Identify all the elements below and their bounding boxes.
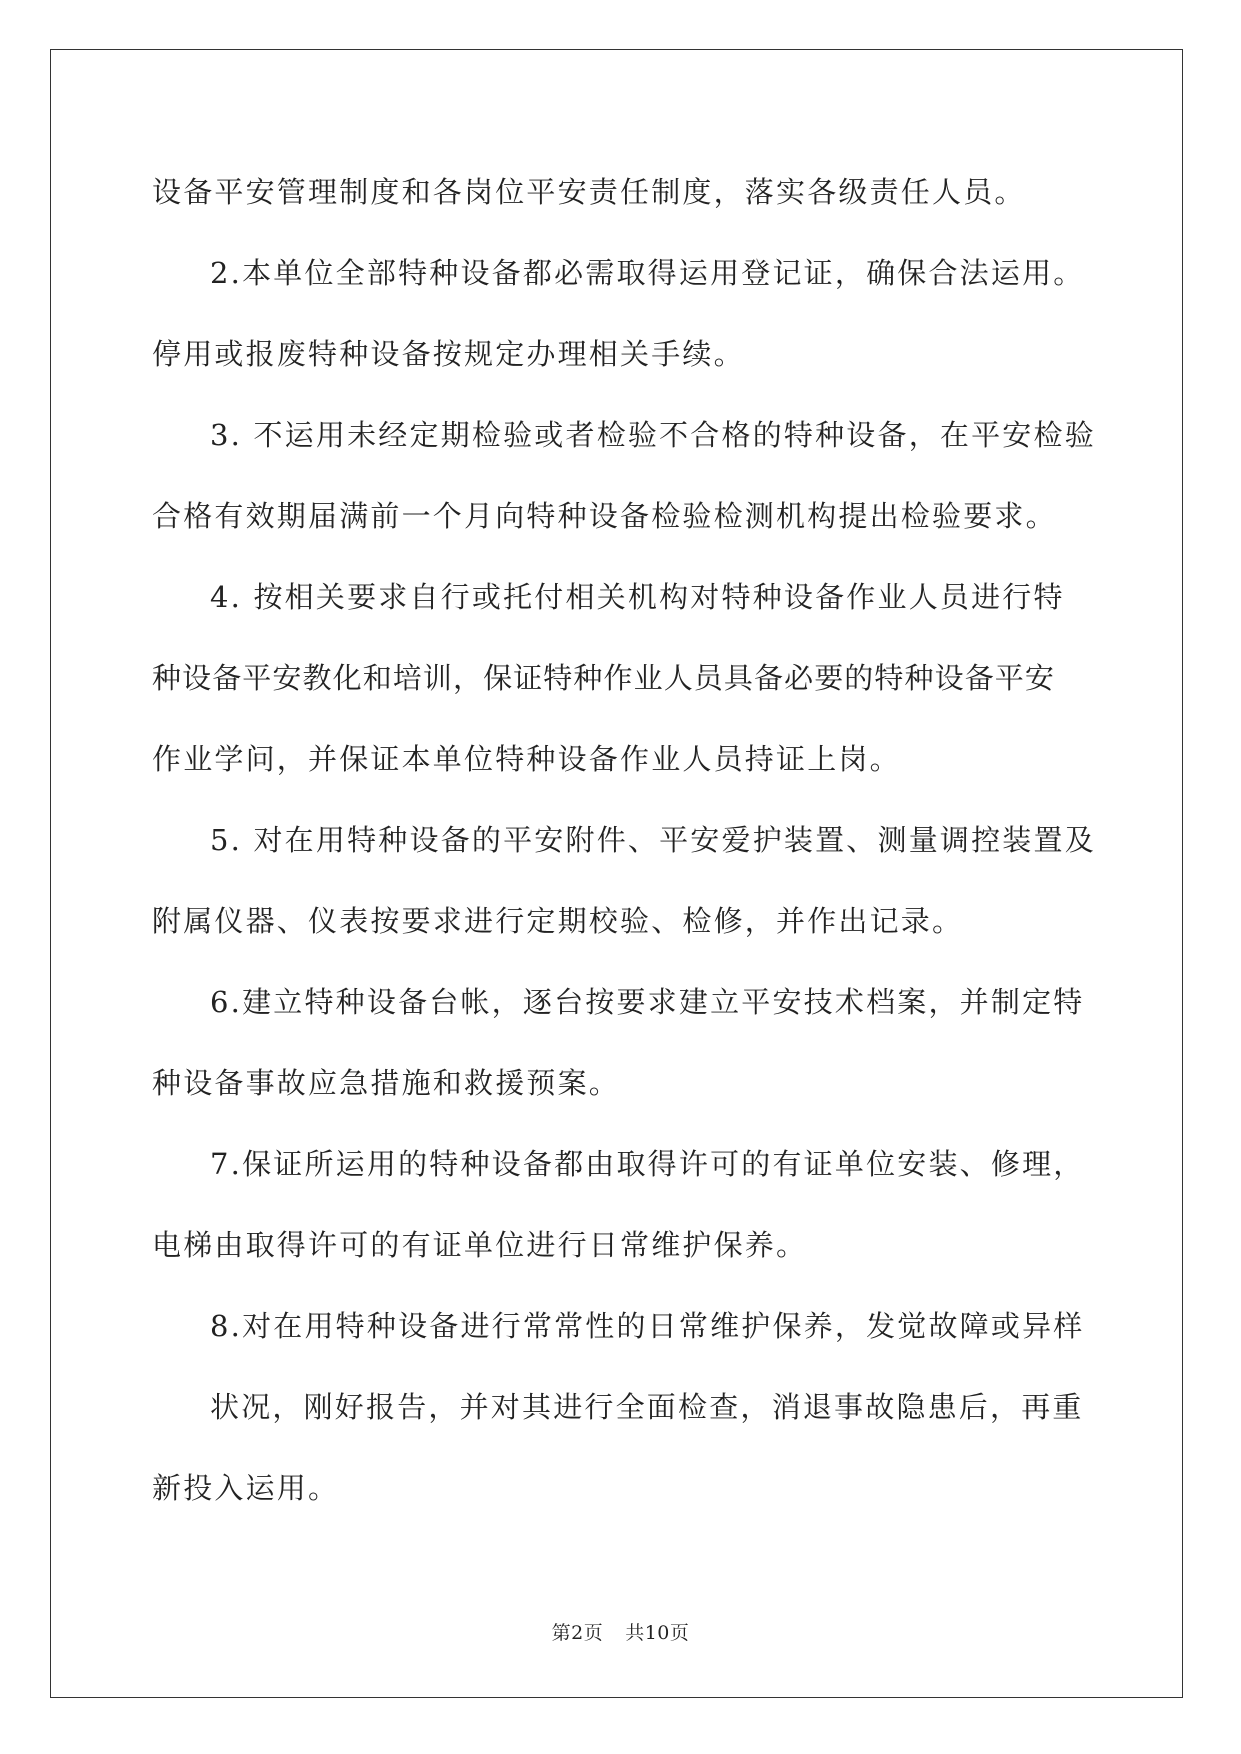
paragraph-line: 停用或报废特种设备按规定办理相关手续。 bbox=[152, 337, 745, 371]
paragraph-line: 2.本单位全部特种设备都必需取得运用登记证，确保合法运用。 bbox=[210, 256, 1085, 290]
paragraph-line: 3. 不运用未经定期检验或者检验不合格的特种设备，在平安检验 bbox=[210, 418, 1096, 452]
paragraph-line: 种设备事故应急措施和救援预案。 bbox=[152, 1066, 621, 1100]
document-body bbox=[152, 166, 1096, 1543]
paragraph-line: 5. 对在用特种设备的平安附件、平安爱护装置、测量调控装置及 bbox=[210, 823, 1096, 857]
paragraph-line: 6.建立特种设备台帐，逐台按要求建立平安技术档案，并制定特 bbox=[210, 985, 1085, 1019]
paragraph-line: 8.对在用特种设备进行常常性的日常维护保养，发觉故障或异样 bbox=[210, 1309, 1085, 1343]
page-total: 共10页 bbox=[625, 1622, 690, 1644]
paragraph-line: 设备平安管理制度和各岗位平安责任制度，落实各级责任人员。 bbox=[152, 175, 1026, 209]
paragraph-line: 种设备平安教化和培训，保证特种作业人员具备必要的特种设备平安 bbox=[152, 661, 1056, 695]
page-footer bbox=[0, 1618, 1241, 1645]
paragraph-line: 7.保证所运用的特种设备都由取得许可的有证单位安装、修理， bbox=[210, 1147, 1085, 1181]
paragraph-line: 作业学问，并保证本单位特种设备作业人员持证上岗。 bbox=[152, 742, 901, 776]
page-number: 第2页 bbox=[551, 1622, 604, 1644]
paragraph-line: 4. 按相关要求自行或托付相关机构对特种设备作业人员进行特 bbox=[210, 580, 1065, 614]
paragraph-line: 状况，刚好报告，并对其进行全面检查，消退事故隐患后，再重 bbox=[210, 1390, 1084, 1424]
paragraph-line: 新投入运用。 bbox=[152, 1471, 340, 1505]
paragraph-line: 附属仪器、仪表按要求进行定期校验、检修，并作出记录。 bbox=[152, 904, 964, 938]
paragraph-line: 合格有效期届满前一个月向特种设备检验检测机构提出检验要求。 bbox=[152, 499, 1057, 533]
paragraph-line: 电梯由取得许可的有证单位进行日常维护保养。 bbox=[152, 1228, 808, 1262]
